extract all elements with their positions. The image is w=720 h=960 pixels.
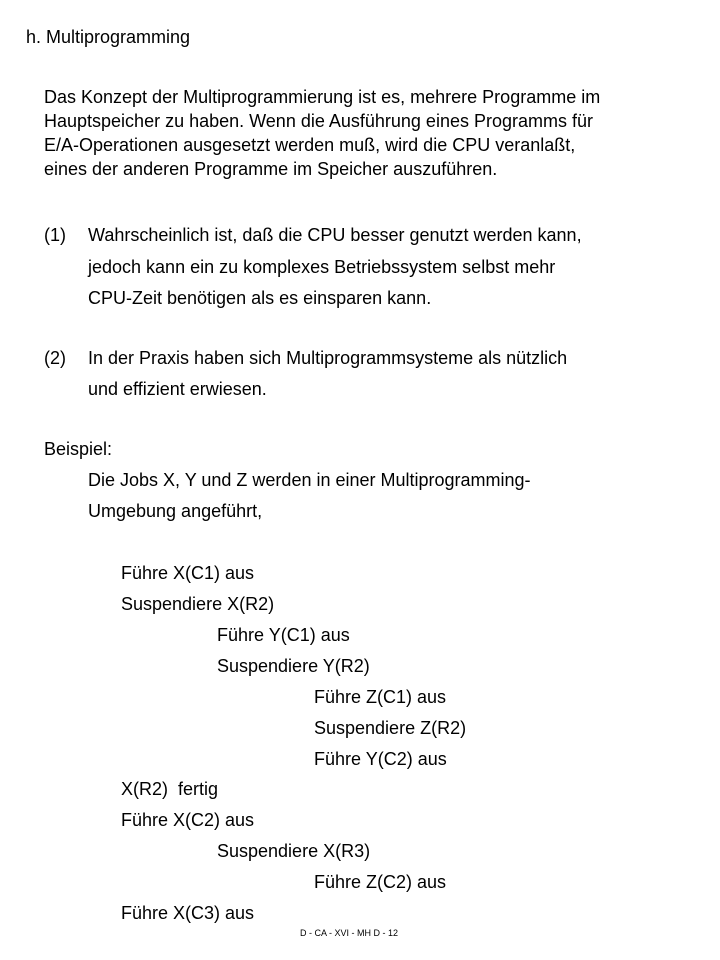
schedule-step: Führe Z(C1) aus xyxy=(314,687,447,707)
schedule-step: Suspendiere X(R2) xyxy=(121,594,275,614)
schedule-step: Suspendiere Z(R2) xyxy=(314,718,467,738)
example-label: Beispiel: xyxy=(44,439,113,459)
intro-line: Hauptspeicher zu haben. Wenn die Ausführung eines Programms für xyxy=(44,111,593,131)
schedule-step: Führe X(C1) aus xyxy=(121,563,255,583)
intro-line: eines der anderen Programme im Speicher auszuführen. xyxy=(44,159,498,179)
intro-line: E/A-Operationen ausgesetzt werden muß, wird die CPU veranlaßt, xyxy=(44,135,576,155)
example-description: Die Jobs X, Y und Z werden in einer Multiprogramming- xyxy=(88,470,531,490)
example-description: Umgebung angeführt, xyxy=(88,501,263,521)
page-footer: D - CA - XVI - MH D - 12 xyxy=(300,928,399,938)
section-heading: h. Multiprogramming xyxy=(26,27,191,47)
point-1-line: Wahrscheinlich ist, daß die CPU besser genutzt werden kann, xyxy=(88,225,582,245)
intro-line: Das Konzept der Multiprogrammierung ist es, mehrere Programme im xyxy=(44,87,601,107)
schedule-step: Führe X(C3) aus xyxy=(121,903,255,923)
point-1-marker: (1) xyxy=(44,225,66,245)
schedule-step: Suspendiere Y(R2) xyxy=(217,656,370,676)
point-2-line: In der Praxis haben sich Multiprogrammsysteme als nützlich xyxy=(88,348,568,368)
schedule-step: Suspendiere X(R3) xyxy=(217,841,371,861)
schedule-step: X(R2) fertig xyxy=(121,779,219,799)
schedule-step: Führe Y(C1) aus xyxy=(217,625,350,645)
point-2-marker: (2) xyxy=(44,348,66,368)
schedule-step: Führe X(C2) aus xyxy=(121,810,255,830)
schedule-step: Führe Z(C2) aus xyxy=(314,872,447,892)
schedule-step: Führe Y(C2) aus xyxy=(314,749,447,769)
point-2-line: und effizient erwiesen. xyxy=(88,379,267,399)
point-1-line: CPU-Zeit benötigen als es einsparen kann. xyxy=(88,288,432,308)
point-1-line: jedoch kann ein zu komplexes Betriebssystem selbst mehr xyxy=(88,257,556,277)
